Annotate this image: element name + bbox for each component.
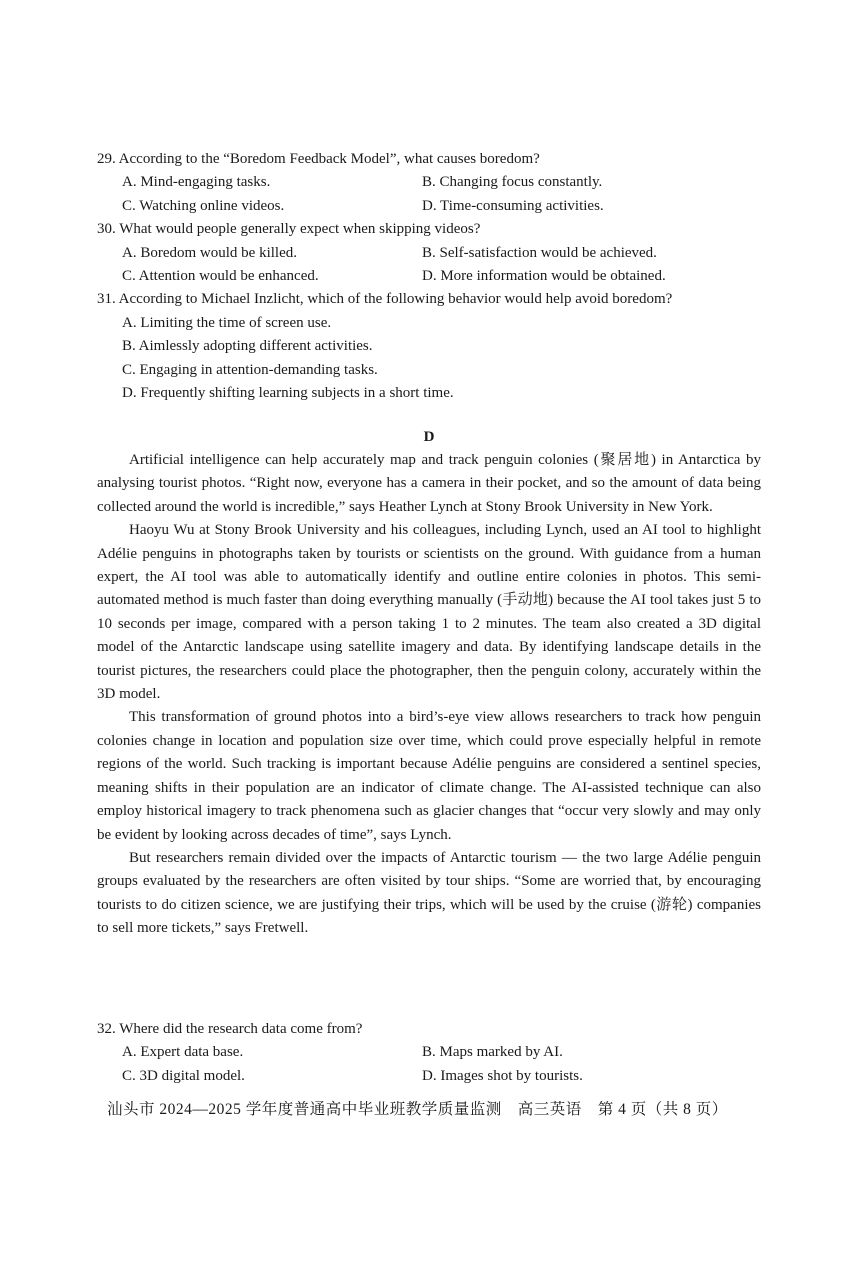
passage-paragraph: Haoyu Wu at Stony Brook University and his colleagues, including Lynch, used an AI tool to highlight Adélie penguins in photographs taken by tourists or scientists on the ground. With guidance from a human expert, the AI tool was able to automatically identify and outline entire colonies in photos. This semi-automated method is much faster than doing everything manually (手动地) because the AI tool takes just 5 to 10 seconds per image, compared with a person taking 1 to 2 minutes. The team also created a 3D digital model of the Antarctic landscape using satellite imagery and data. By identifying landscape details in the tourist pictures, the researchers could place the photographer, then the penguin colony, accurately within the 3D model. (97, 522, 761, 703)
passage-paragraph: Artificial intelligence can help accurately map and track penguin colonies (聚居地) in Antarctica by analysing tourist photos. “Right now, everyone has a camera in their pocket, and so the amount of data being collected around the world is incredible,” says Heather Lynch at Stony Brook University in New York. (97, 452, 761, 515)
options-grid (122, 242, 777, 289)
options-grid (122, 171, 777, 218)
option-d: D. Images shot by tourists. (422, 1067, 583, 1084)
question-31 (97, 288, 777, 405)
option-b: B. Changing focus constantly. (422, 174, 603, 191)
question-stem: 31. According to Michael Inzlicht, which of the following behavior would help avoid boredom? (97, 291, 673, 308)
option-b: B. Aimlessly adopting different activities. (122, 338, 373, 355)
options-list (122, 312, 777, 406)
option-d: D. Time-consuming activities. (422, 197, 604, 214)
question-32 (97, 1018, 777, 1088)
option-a: A. Boredom would be killed. (122, 244, 297, 261)
question-stem: 29. According to the “Boredom Feedback Model”, what causes boredom? (97, 151, 540, 167)
question-stem: 30. What would people generally expect when skipping videos? (97, 221, 481, 238)
option-b: B. Maps marked by AI. (422, 1044, 563, 1061)
reading-passage-d (97, 449, 761, 941)
option-c: C. Watching online videos. (122, 197, 285, 214)
passage-paragraph: This transformation of ground photos into a bird’s-eye view allows researchers to track how penguin colonies change in location and population size over time, which could prove especially helpful in remote regions of the world. Such tracking is important because Adélie penguins are considered a sentinel species, meaning shifts in their population are an indicator of climate change. The AI-assisted technique can also employ historical imagery to track phenomena such as glacier changes that “occur very slowly and may only be evident by looking across decades of time”, says Lynch. (97, 709, 761, 843)
page-footer: 汕头市 2024—2025 学年度普通高中毕业班教学质量监测 高三英语 第 4 页（共 8 页） (107, 1101, 728, 1118)
section-title: D (423, 429, 435, 445)
passage-paragraph: But researchers remain divided over the impacts of Antarctic tourism — the two large Adélie penguin groups evaluated by the researchers are often visited by tour ships. “Some are worried that, by encouraging tourists to do citizen science, we are justifying their trips, which will be used by the cruise (游轮) companies to sell more tickets,” says Fretwell. (97, 849, 761, 937)
question-30 (97, 218, 777, 288)
options-grid (122, 1041, 777, 1088)
option-a: A. Mind-engaging tasks. (122, 174, 271, 191)
option-c: C. Engaging in attention-demanding tasks. (122, 361, 378, 378)
option-d: D. Frequently shifting learning subjects in a short time. (122, 385, 454, 402)
questions-29-31 (97, 148, 777, 405)
option-d: D. More information would be obtained. (422, 268, 666, 285)
option-a: A. Limiting the time of screen use. (122, 314, 332, 331)
option-c: C. Attention would be enhanced. (122, 268, 319, 285)
option-c: C. 3D digital model. (122, 1067, 245, 1084)
question-29 (97, 148, 777, 218)
option-b: B. Self-satisfaction would be achieved. (422, 244, 657, 261)
option-a: A. Expert data base. (122, 1044, 244, 1061)
question-stem: 32. Where did the research data come from? (97, 1021, 363, 1037)
